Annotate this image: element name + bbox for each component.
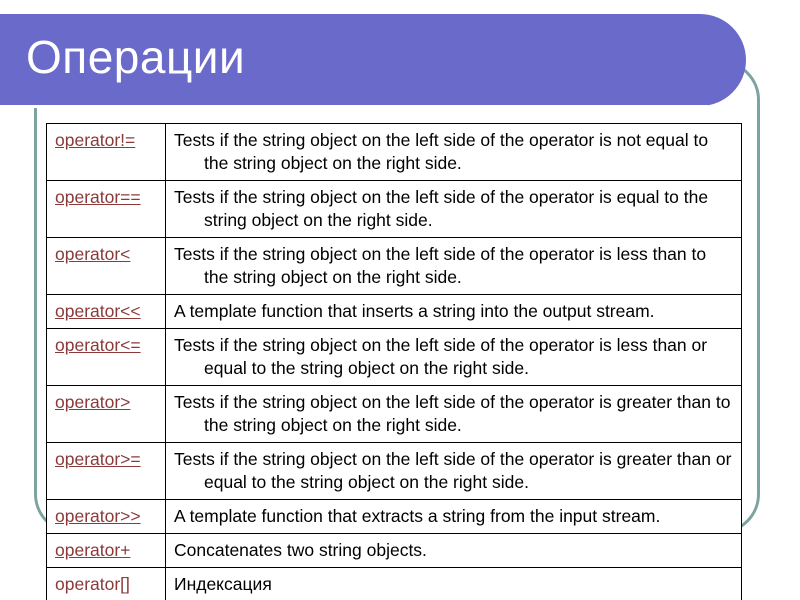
- description-cell: [166, 295, 742, 329]
- table-row: [47, 295, 742, 329]
- operator-description: Tests if the string object on the left side of the operator is less than to the string object on the right side.: [174, 244, 707, 287]
- operator-description: Tests if the string object on the left side of the operator is greater than to the string object on the right side.: [174, 392, 731, 435]
- operator-cell: [47, 124, 166, 181]
- operator-link[interactable]: operator<=: [55, 335, 141, 355]
- description-cell: [166, 329, 742, 386]
- table-row: [47, 500, 742, 534]
- title-underline: [0, 105, 708, 108]
- operator-link[interactable]: operator+: [55, 540, 131, 560]
- operator-link[interactable]: operator!=: [55, 130, 136, 150]
- table-row: [47, 443, 742, 500]
- operator-cell: [47, 443, 166, 500]
- slide-title: Операции: [26, 31, 246, 83]
- description-cell: [166, 443, 742, 500]
- operator-link[interactable]: operator>>: [55, 506, 141, 526]
- operator-description: A template function that inserts a string into the output stream.: [174, 301, 655, 321]
- description-cell: [166, 386, 742, 443]
- operator-description: Tests if the string object on the left side of the operator is equal to the string object on the right side.: [174, 187, 709, 230]
- operator-link[interactable]: operator==: [55, 187, 141, 207]
- table-row: [47, 329, 742, 386]
- operator-cell: [47, 386, 166, 443]
- operator-description: Tests if the string object on the left side of the operator is less than or equal to the string object on the right side.: [174, 335, 708, 378]
- description-cell: [166, 568, 742, 600]
- operator-cell: [47, 329, 166, 386]
- description-cell: [166, 181, 742, 238]
- operator-label: operator[]: [55, 574, 130, 594]
- operator-link[interactable]: operator<: [55, 244, 131, 264]
- operator-description: Tests if the string object on the left side of the operator is greater than or equal to the string object on the right side.: [174, 449, 732, 492]
- operator-description: A template function that extracts a string from the input stream.: [174, 506, 661, 526]
- table-row: [47, 124, 742, 181]
- description-cell: [166, 500, 742, 534]
- operator-cell: [47, 238, 166, 295]
- operator-cell: [47, 534, 166, 568]
- table-row: [47, 181, 742, 238]
- operator-link[interactable]: operator<<: [55, 301, 141, 321]
- operator-cell: [47, 568, 166, 600]
- operator-link[interactable]: operator>=: [55, 449, 141, 469]
- operators-table: [46, 123, 742, 600]
- operator-cell: [47, 181, 166, 238]
- description-cell: [166, 534, 742, 568]
- table-row: [47, 238, 742, 295]
- operator-cell: [47, 295, 166, 329]
- table-row: [47, 568, 742, 600]
- operator-description: Индексация: [174, 574, 272, 594]
- description-cell: [166, 124, 742, 181]
- operator-link[interactable]: operator>: [55, 392, 131, 412]
- table-row: [47, 386, 742, 443]
- description-cell: [166, 238, 742, 295]
- table-row: [47, 534, 742, 568]
- operator-description: Concatenates two string objects.: [174, 540, 427, 560]
- operator-cell: [47, 500, 166, 534]
- operator-description: Tests if the string object on the left side of the operator is not equal to the string object on the right side.: [174, 130, 709, 173]
